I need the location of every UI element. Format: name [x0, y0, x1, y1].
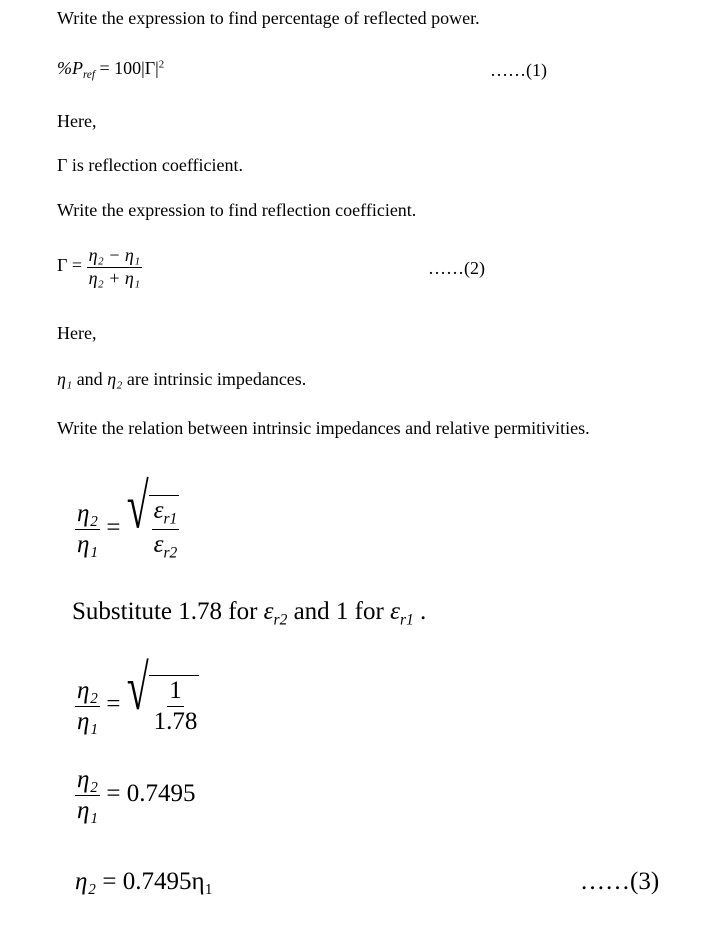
subst-e1-sub: r2: [273, 611, 288, 629]
eq4-rnum: 1: [167, 676, 184, 707]
eq2-numerator: η₂ − η₁: [87, 245, 143, 268]
eq1-lhs-sub: ref: [83, 68, 95, 81]
eta-definition-rest: are intrinsic impedances.: [122, 369, 307, 389]
eq3-equals: =: [106, 513, 121, 541]
eq4-equals: =: [106, 690, 121, 718]
eq5-numerator: η₂: [75, 765, 100, 796]
sqrt-icon: √: [126, 651, 149, 724]
eq4-fraction: [75, 676, 100, 737]
eta-and: and: [72, 369, 108, 389]
equation-5: [75, 765, 195, 826]
eq1-exp: 2: [158, 58, 165, 71]
eq3-fraction: [75, 499, 100, 560]
eq3-sqrt: [126, 469, 180, 563]
eq3-rnum: ε: [153, 497, 164, 524]
eq2-denominator: η₂ + η₁: [88, 267, 141, 288]
eq3-rnum-sub: r1: [163, 510, 178, 528]
eta2-symbol: η₂: [107, 369, 123, 389]
subst-e2-sub: r1: [399, 611, 414, 629]
eq5-fraction: [75, 765, 100, 826]
eq3-denominator: η₁: [77, 530, 99, 558]
eq3-rden: ε: [153, 531, 164, 559]
eq1-lhs: %P: [57, 58, 83, 78]
eq5-denominator: η₁: [77, 797, 99, 824]
eq2-fraction: [87, 245, 143, 289]
subst-e1: ε: [263, 598, 274, 625]
eta-definition: [57, 369, 306, 390]
equation-1: [57, 58, 164, 81]
eq4-denominator: η₁: [77, 707, 99, 735]
equation-6: [75, 868, 213, 896]
eq3-rden-sub: r2: [163, 544, 178, 562]
equation-2-tag: ……(2): [428, 258, 485, 278]
subst-e2: ε: [390, 598, 400, 625]
eq4-numerator: η₂: [75, 676, 100, 707]
subst-b: and 1 for: [287, 598, 391, 625]
subst-c: .: [413, 598, 427, 625]
eq6-rhs: = 0.7495η₁: [96, 868, 214, 895]
substitute-line: [72, 598, 426, 629]
eta1-symbol: η₁: [57, 369, 73, 389]
eq5-rhs: = 0.7495: [106, 780, 196, 808]
equation-1-tag: ……(1): [490, 60, 547, 80]
eq3-numerator: η₂: [75, 499, 100, 530]
eq6-lhs: η₂: [75, 868, 97, 895]
eq1-rhs: = 100|Γ|: [99, 58, 159, 78]
here-label-2: Here,: [57, 323, 97, 343]
eq2-lhs: Γ =: [57, 255, 83, 276]
eq4-radicand: [152, 676, 200, 737]
eq4-rden: 1.78: [153, 708, 198, 735]
sqrt-icon: √: [126, 469, 149, 542]
equation-4: [75, 651, 199, 737]
intro-reflected-power: Write the expression to find percentage of reflected power.: [57, 8, 480, 28]
eq4-sqrt: [126, 651, 200, 737]
equation-2: [57, 245, 142, 289]
gamma-definition: Γ is reflection coefficient.: [57, 155, 243, 175]
intro-reflection-coefficient: Write the expression to find reflection coefficient.: [57, 200, 417, 220]
equation-3: [75, 469, 179, 563]
intro-relation: Write the relation between intrinsic impedances and relative permitivities.: [57, 418, 590, 438]
subst-a: Substitute 1.78 for: [72, 598, 264, 625]
equation-6-tag: ……(3): [580, 868, 660, 895]
here-label-1: Here,: [57, 111, 97, 131]
eq3-radicand: [152, 496, 180, 563]
